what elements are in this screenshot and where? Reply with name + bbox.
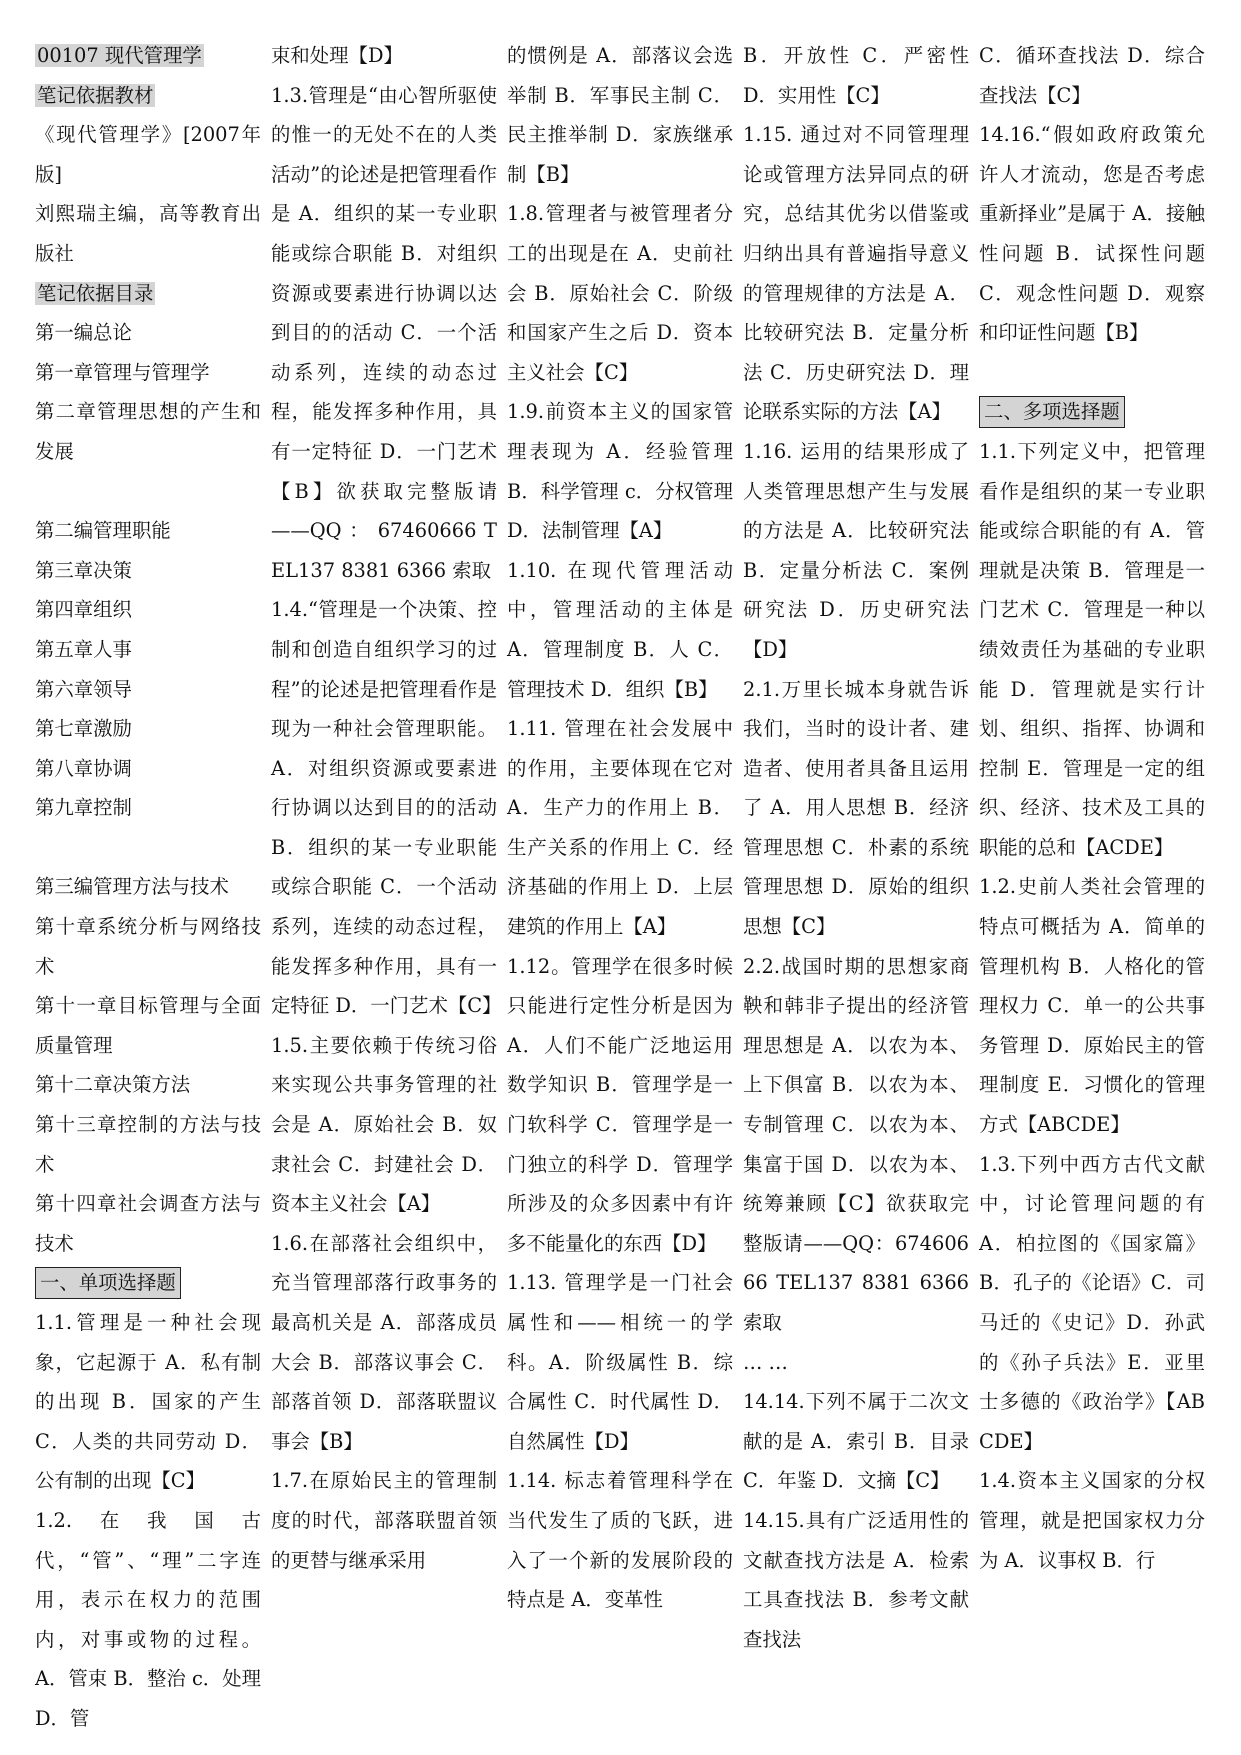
question-1-4: 1.4.“管理是一个决策、控制和创造自组织学习的过程”的论述是把管理看作是现为一种社会管理职能。A．对组织资源或要素进行协调以达到目的的活动 B．组织的某一专业职能或综合职能 C．一个活动系列，连续的动态过程，能发挥多种作用，具有一定特征 D．一门艺术【C】 (271, 598, 502, 1018)
ellipsis: … … (743, 1350, 788, 1374)
multi-question-1-2: 1.2.史前人类社会管理的特点可概括为 A．简单的管理机构 B．人格化的管理权力 C．单一的公共事务管理 D．原始民主的管理制度 E．习惯化的管理方式【ABCDE】 (979, 875, 1205, 1137)
question-1-2-end: 束和处理【D】 (271, 44, 403, 67)
question-1-13: 1.13. 管理学是一门社会属性和——相统一的学科。A．阶级属性 B．综合属性 C．时代属性 D．自然属性【D】 (507, 1271, 733, 1453)
toc-chapter-5: 第五章人事 (35, 637, 132, 661)
toc-chapter-11: 第十一章目标管理与全面质量管理 (35, 994, 261, 1057)
question-1-10: 1.10. 在现代管理活动中，管理活动的主体是 A．管理制度 B．人 C．管理技术 D．组织【B】 (507, 558, 733, 701)
multi-question-1-3: 1.3.下列中西方古代文献中，讨论管理问题的有 A．柏拉图的《国家篇》B．孔子的《论语》C．司马迁的《史记》D．孙武的《孙子兵法》E．亚里士多德的《政治学》【ABCDE】 (979, 1152, 1205, 1453)
toc-part-1: 第一编总论 (35, 321, 132, 345)
section-heading-single-choice: 一、单项选择题 (35, 1267, 181, 1299)
question-1-9: 1.9.前资本主义的国家管理表现为 A．经验管理 B．科学管理 c．分权管理 D．法制管理【A】 (507, 400, 733, 543)
toc-chapter-3: 第三章决策 (35, 558, 132, 582)
book-author: 刘熙瑞主编，高等教育出版社 (35, 202, 261, 265)
toc-chapter-8: 第八章协调 (35, 756, 132, 780)
multi-question-1-1: 1.1.下列定义中，把管理看作是组织的某一专业职能或综合职能的有 A．管理就是决策 B．管理是一门艺术 C．管理是一种以绩效责任为基础的专业职能 D．管理就是实行计划、组织、指挥、协调和控制 E．管理是一定的组织、经济、技术及工具的职能的总和【ACDE】 (979, 439, 1205, 859)
course-title: 00107 现代管理学 (37, 44, 202, 67)
toc-chapter-13: 第十三章控制的方法与技术 (35, 1113, 261, 1176)
question-14-16: 14.16.“假如政府政策允许人才流动，您是否考虑重新择业”是属于 A．接触性问题 B．试探性问题 C．观念性问题 D．观察和印证性问题【B】 (979, 123, 1205, 345)
toc-chapter-4: 第四章组织 (35, 598, 132, 622)
toc-chapter-2: 第二章管理思想的产生和发展 (35, 400, 261, 463)
toc-part-2: 第二编管理职能 (35, 519, 171, 543)
section-heading-multiple-choice: 二、多项选择题 (979, 396, 1125, 428)
basis-heading: 笔记依据教材 (37, 83, 154, 107)
toc-chapter-1: 第一章管理与管理学 (35, 360, 210, 384)
column-3 (507, 36, 733, 1620)
question-1-16: 1.16. 运用的结果形成了人类管理思想产生与发展的方法是 A．比较研究法 B．定量分析法 C．案例研究法 D．历史研究法【D】 (743, 439, 969, 661)
multi-question-1-4: 1.4.资本主义国家的分权管理，就是把国家权力分为 A．议事权 B．行 (979, 1469, 1205, 1572)
question-1-14: 1.14. 标志着管理科学在当代发生了质的飞跃，进入了一个新的发展阶段的特点是 A．变革性 (507, 1469, 733, 1612)
question-14-15: 14.15.具有广泛适用性的文献查找方法是 A．检索工具查找法 B．参考文献查找法 (743, 1508, 969, 1651)
toc-chapter-7: 第七章激励 (35, 717, 132, 741)
question-1-7-end: 的惯例是 A．部落议会选举制 B．军事民主制 C．民主推举制 D．家族继承制【B】 (507, 44, 733, 186)
column-4 (743, 36, 969, 1659)
toc-heading: 笔记依据目录 (37, 281, 154, 305)
question-1-5: 1.5.主要依赖于传统习俗来实现公共事务管理的社会是 A．原始社会 B．奴隶社会 C．封建社会 D．资本主义社会【A】 (271, 1033, 497, 1216)
toc-part-3: 第三编管理方法与技术 (35, 875, 229, 899)
question-1-3: 1.3.管理是“由心智所驱使的惟一的无处不在的人类活动”的论述是把管理看作是 A．组织的某一专业职能或综合职能 B．对组织资源或要素进行协调以达到目的的活动 C．一个活动系列，连续的动态过程，能发挥多种作用，具有一定特征 D．一门艺术【B】欲获取完整版请——QQ ： 67460666 TEL137 8381 6366 索取 (271, 83, 497, 582)
question-2-1: 2.1.万里长城本身就告诉我们，当时的设计者、建造者、使用者具备且运用了 A．用人思想 B．经济管理思想 C．朴素的系统管理思想 D．原始的组织思想【C】 (743, 677, 969, 939)
question-1-7: 1.7.在原始民主的管理制度的时代，部落联盟首领的更替与继承采用 (271, 1469, 497, 1572)
toc-chapter-9: 第九章控制 (35, 796, 132, 820)
toc-chapter-12: 第十二章决策方法 (35, 1073, 191, 1097)
toc-chapter-6: 第六章领导 (35, 677, 132, 701)
column-1 (35, 36, 261, 1739)
question-1-1: 1.1.管理是一种社会现象，它起源于 A．私有制的出现 B．国家的产生 C．人类的共同劳动 D．公有制的出现【C】 (35, 1311, 261, 1493)
toc-chapter-14: 第十四章社会调查方法与技术 (35, 1192, 261, 1255)
question-1-8: 1.8.管理者与被管理者分工的出现是在 A．史前社会 B．原始社会 C．阶级和国家产生之后 D．资本主义社会【C】 (507, 202, 733, 384)
book-title: 《现代管理学》[2007年版] (35, 123, 261, 186)
question-1-15: 1.15. 通过对不同管理理论或管理方法异同点的研究，总结其优劣以借鉴或归纳出具有普遍指导意义的管理规律的方法是 A．比较研究法 B．定量分析法 C．历史研究法 D．理论联系实际的方法【A】 (743, 123, 969, 424)
question-14-15-end: C．循环查找法 D．综合查找法【C】 (979, 44, 1205, 107)
question-1-2: 1.2.在我国古代，“管”、“理”二字连用，表示在权力的范围内，对事或物的过程。A．管束 B．整治 c．处理 D．管 (35, 1508, 261, 1730)
question-1-14-end: B．开放性 C．严密性 D．实用性【C】 (743, 44, 969, 107)
question-1-6: 1.6.在部落社会组织中，充当管理部落行政事务的最高机关是 A．部落成员大会 B．部落议事会 C．部落首领 D．部落联盟议事会【B】 (271, 1231, 497, 1453)
toc-chapter-10: 第十章系统分析与网络技术 (35, 915, 261, 978)
question-1-12: 1.12。管理学在很多时候只能进行定性分析是因为 A．人们不能广泛地运用数学知识 B．管理学是一门软科学 C．管理学是一门独立的科学 D．管理学所涉及的众多因素中有许多不能量化的东西【D】 (507, 954, 733, 1255)
question-14-14: 14.14.下列不属于二次文献的是 A．索引 B．目录 C．年鉴 D．文摘【C】 (743, 1390, 969, 1493)
question-1-11: 1.11. 管理在社会发展中的作用，主要体现在它对 A．生产力的作用上 B．生产关系的作用上 C．经济基础的作用上 D．上层建筑的作用上【A】 (507, 717, 733, 939)
question-2-2: 2.2.战国时期的思想家商鞅和韩非子提出的经济管理思想是 A．以农为本、上下俱富 B．以农为本、专制管理 C．以农为本、集富于国 D．以农为本、统筹兼顾【C】欲获取完整版请——QQ：67460666 TEL137 8381 6366 索取 (743, 954, 969, 1334)
column-2 (271, 36, 502, 1580)
column-5 (979, 36, 1205, 1580)
